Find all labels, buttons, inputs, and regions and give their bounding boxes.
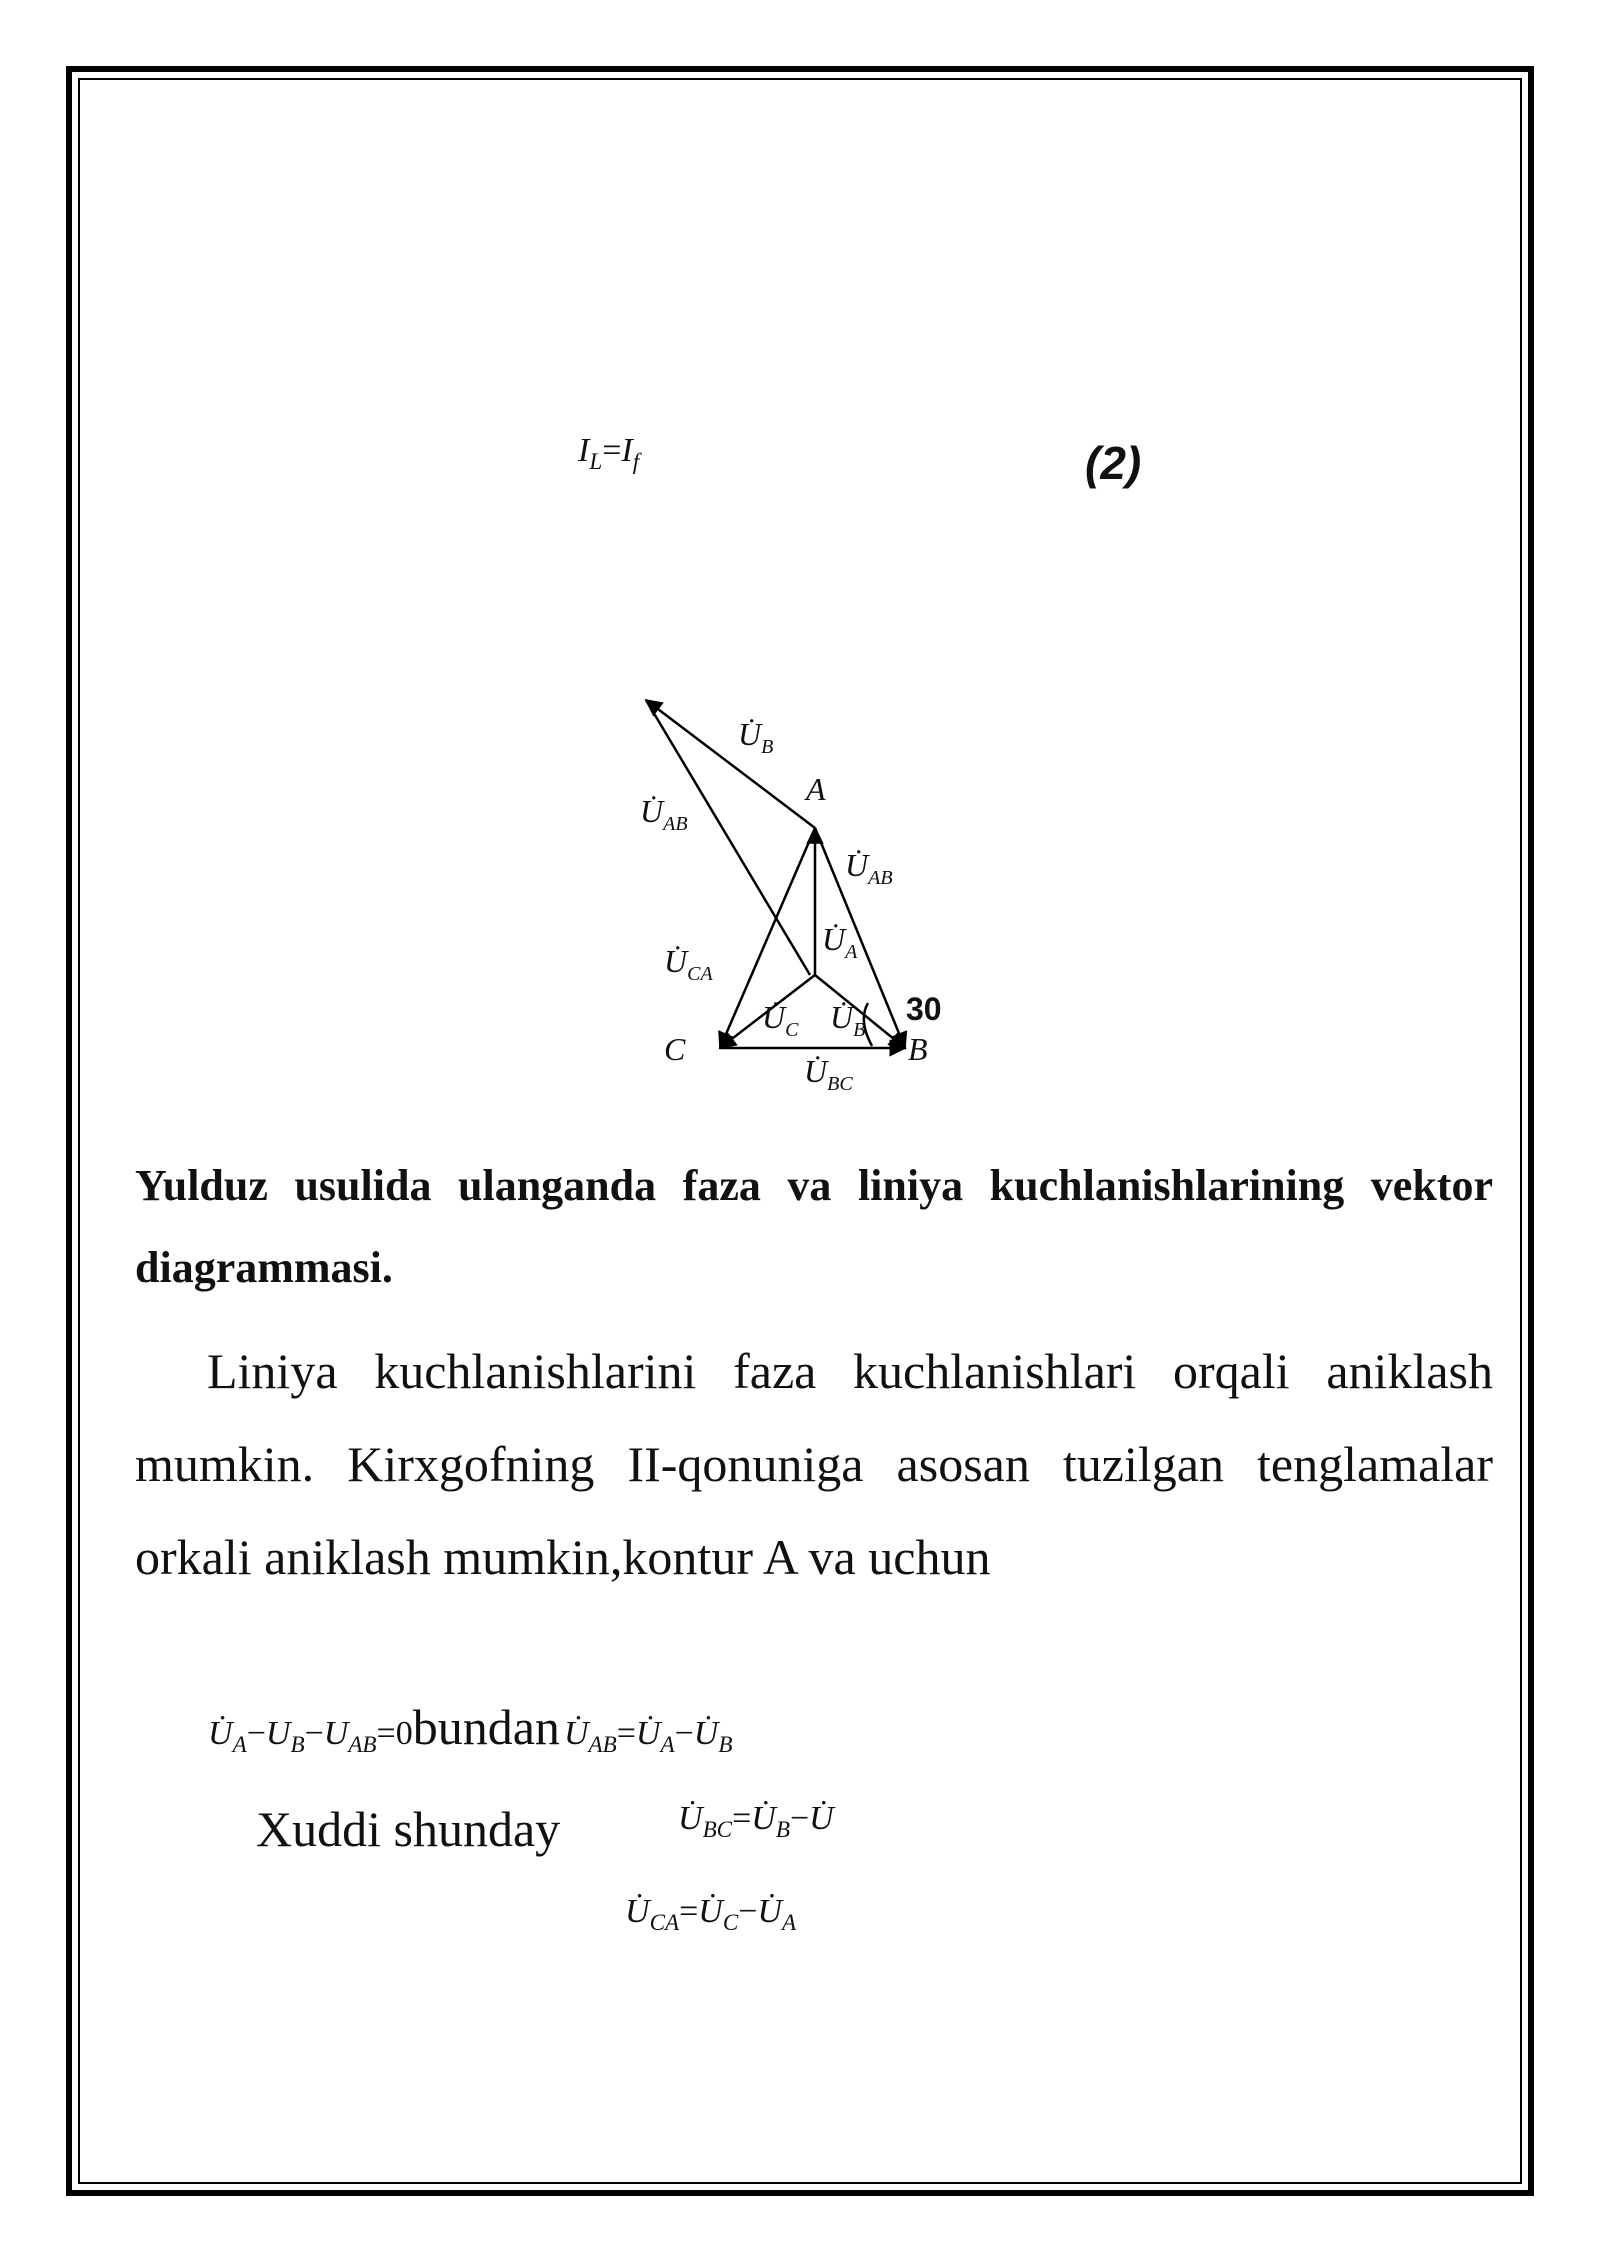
label-ub-top: $U̇_B$ bbox=[738, 716, 774, 758]
eq1-word: bundan bbox=[412, 1699, 560, 1755]
paragraph-text: Liniya kuchlanishlarini faza kuchlanishlari orqali aniklash mumkin. Kirxgofning II-qonuniga asosan tuzilgan tenglamalar orkali aniklash mumkin,kontur A va uchun bbox=[135, 1343, 1493, 1585]
formula-lhs: I bbox=[578, 432, 590, 469]
figure-caption: Yulduz usulida ulanganda faza va liniya kuchlanishlarining vektor diagrammasi. bbox=[135, 1161, 1493, 1292]
formula-eq: = bbox=[602, 432, 622, 469]
formula-rhs-sub: f bbox=[632, 449, 640, 476]
equation-2-word: Xuddi shunday bbox=[256, 1801, 561, 1857]
equation-number: (2) bbox=[1085, 437, 1142, 489]
equation-3: $U̇_{CA}=U̇_C-U̇_A$ bbox=[625, 1893, 797, 1937]
eq1-left: $U̇_A-U_B-U_{AB}=0$ bbox=[208, 1715, 413, 1759]
vector-ub-top bbox=[646, 700, 815, 828]
label-ub-bottom: $U̇_B$ bbox=[830, 999, 866, 1041]
eq1-right: $U̇_{AB}=U̇_A-U̇_B$ bbox=[563, 1715, 733, 1759]
label-ubc: $U̇_{BC}$ bbox=[804, 1053, 853, 1095]
label-uc: $U̇_C$ bbox=[762, 999, 799, 1041]
formula-rhs: I bbox=[621, 432, 633, 469]
vector-uab-long bbox=[646, 700, 810, 975]
label-c: C bbox=[664, 1031, 686, 1067]
equation-1 bbox=[208, 1698, 732, 1759]
label-uab-left: $U̇_{AB}$ bbox=[640, 793, 688, 835]
label-uca: $U̇_{CA}$ bbox=[664, 943, 713, 985]
label-b: B bbox=[908, 1031, 928, 1067]
label-angle: 30 bbox=[906, 991, 942, 1027]
label-uab-right: $U̇_{AB}$ bbox=[845, 847, 893, 889]
body-paragraph bbox=[135, 1325, 1493, 1604]
label-ua: $U̇_A$ bbox=[822, 921, 858, 963]
label-a: A bbox=[806, 771, 826, 807]
equation-2: $U̇_{BC}=U̇_B-U̇$ bbox=[678, 1800, 834, 1844]
formula-lhs-sub: L bbox=[589, 449, 603, 476]
